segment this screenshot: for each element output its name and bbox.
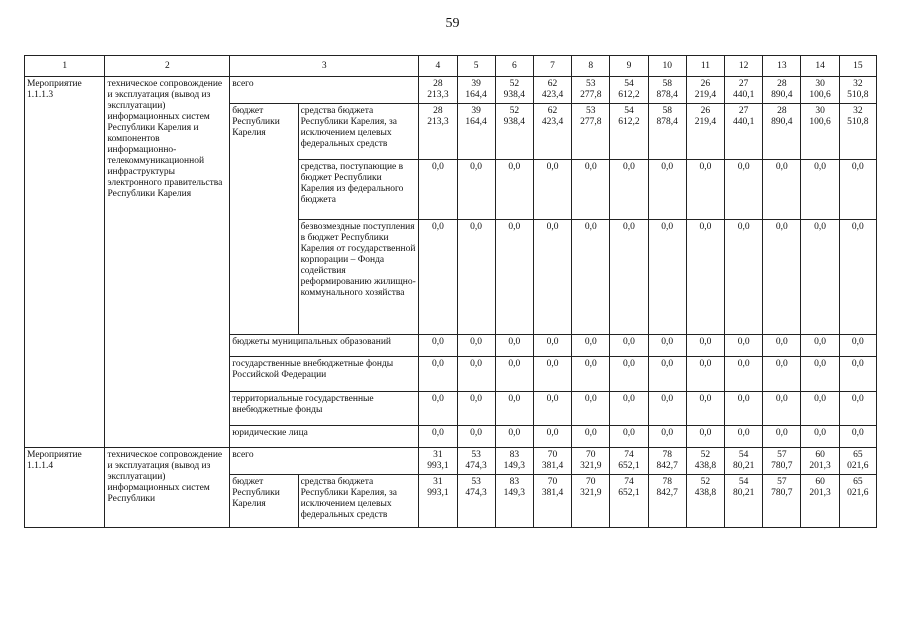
value-cell: 0,0 <box>533 220 571 335</box>
value-cell: 0,0 <box>610 220 648 335</box>
value-cell: 52 438,8 <box>686 448 724 475</box>
value-cell: 28 213,3 <box>419 104 457 160</box>
funding-table <box>24 55 877 528</box>
value-cell: 60 201,3 <box>801 448 839 475</box>
value-cell: 0,0 <box>572 220 610 335</box>
value-cell: 0,0 <box>495 220 533 335</box>
value-cell: 74 652,1 <box>610 448 648 475</box>
value-cell: 0,0 <box>533 392 571 426</box>
header-row <box>25 56 877 77</box>
value-cell: 0,0 <box>763 392 801 426</box>
source-cell: государственные внебюджетные фонды Российской Федерации <box>230 357 419 392</box>
value-cell: 0,0 <box>725 335 763 357</box>
value-cell: 52 438,8 <box>686 475 724 528</box>
value-cell: 27 440,1 <box>725 104 763 160</box>
value-cell: 0,0 <box>763 357 801 392</box>
value-cell: 78 842,7 <box>648 475 686 528</box>
value-cell: 0,0 <box>725 357 763 392</box>
value-cell: 0,0 <box>495 392 533 426</box>
value-cell: 83 149,3 <box>495 475 533 528</box>
source-cell: территориальные государственные внебюджетные фонды <box>230 392 419 426</box>
value-cell: 78 842,7 <box>648 448 686 475</box>
header-cell: 9 <box>610 56 648 77</box>
value-cell: 0,0 <box>725 160 763 220</box>
value-cell: 65 021,6 <box>839 448 876 475</box>
value-cell: 0,0 <box>457 220 495 335</box>
value-cell: 0,0 <box>419 357 457 392</box>
value-cell: 58 878,4 <box>648 77 686 104</box>
value-cell: 32 510,8 <box>839 77 876 104</box>
value-cell: 54 80,21 <box>725 448 763 475</box>
value-cell: 0,0 <box>801 357 839 392</box>
value-cell: 0,0 <box>419 160 457 220</box>
value-cell: 0,0 <box>457 160 495 220</box>
value-cell: 54 612,2 <box>610 104 648 160</box>
value-cell: 0,0 <box>533 426 571 448</box>
header-cell: 7 <box>533 56 571 77</box>
header-cell: 14 <box>801 56 839 77</box>
value-cell: 0,0 <box>648 426 686 448</box>
value-cell: 28 890,4 <box>763 77 801 104</box>
value-cell: 0,0 <box>801 392 839 426</box>
measure-cell: Мероприятие 1.1.1.3 <box>25 77 105 448</box>
header-cell: 1 <box>25 56 105 77</box>
source-cell: всего <box>230 448 419 475</box>
value-cell: 0,0 <box>495 335 533 357</box>
value-cell: 0,0 <box>686 220 724 335</box>
value-cell: 0,0 <box>572 392 610 426</box>
value-cell: 0,0 <box>610 392 648 426</box>
value-cell: 70 321,9 <box>572 475 610 528</box>
value-cell: 0,0 <box>572 357 610 392</box>
value-cell: 26 219,4 <box>686 77 724 104</box>
value-cell: 70 381,4 <box>533 475 571 528</box>
value-cell: 70 381,4 <box>533 448 571 475</box>
subsource-cell: средства, поступающие в бюджет Республики Карелия из федерального бюджета <box>298 160 419 220</box>
value-cell: 0,0 <box>686 392 724 426</box>
value-cell: 0,0 <box>495 357 533 392</box>
value-cell: 0,0 <box>495 426 533 448</box>
header-cell: 15 <box>839 56 876 77</box>
value-cell: 0,0 <box>572 426 610 448</box>
value-cell: 0,0 <box>457 335 495 357</box>
value-cell: 0,0 <box>457 392 495 426</box>
value-cell: 0,0 <box>648 392 686 426</box>
value-cell: 0,0 <box>419 392 457 426</box>
value-cell: 0,0 <box>686 335 724 357</box>
value-cell: 27 440,1 <box>725 77 763 104</box>
value-cell: 54 80,21 <box>725 475 763 528</box>
value-cell: 0,0 <box>839 357 876 392</box>
value-cell: 52 938,4 <box>495 77 533 104</box>
value-cell: 0,0 <box>610 160 648 220</box>
value-cell: 57 780,7 <box>763 475 801 528</box>
value-cell: 28 890,4 <box>763 104 801 160</box>
source-cell: бюджеты муниципальных образований <box>230 335 419 357</box>
value-cell: 0,0 <box>457 357 495 392</box>
value-cell: 53 277,8 <box>572 104 610 160</box>
value-cell: 58 878,4 <box>648 104 686 160</box>
value-cell: 26 219,4 <box>686 104 724 160</box>
value-cell: 53 277,8 <box>572 77 610 104</box>
value-cell: 0,0 <box>419 335 457 357</box>
value-cell: 0,0 <box>839 220 876 335</box>
value-cell: 0,0 <box>686 426 724 448</box>
budget-label-cell: бюджет Республики Карелия <box>230 104 298 335</box>
value-cell: 0,0 <box>457 426 495 448</box>
value-cell: 62 423,4 <box>533 104 571 160</box>
value-cell: 31 993,1 <box>419 448 457 475</box>
value-cell: 0,0 <box>610 357 648 392</box>
subsource-cell: безвозмездные поступления в бюджет Республики Карелия от государственной корпорации – Фонда содействия реформированию жилищно-коммунального хозяйства <box>298 220 419 335</box>
value-cell: 0,0 <box>572 335 610 357</box>
value-cell: 0,0 <box>572 160 610 220</box>
value-cell: 39 164,4 <box>457 104 495 160</box>
value-cell: 0,0 <box>763 335 801 357</box>
header-cell: 6 <box>495 56 533 77</box>
description-cell: техническое сопровождение и эксплуатация (вывод из эксплуатации) информационных систем Республики <box>105 448 230 528</box>
value-cell: 0,0 <box>533 335 571 357</box>
measure-cell: Мероприятие 1.1.1.4 <box>25 448 105 528</box>
value-cell: 30 100,6 <box>801 104 839 160</box>
header-cell: 3 <box>230 56 419 77</box>
value-cell: 0,0 <box>610 335 648 357</box>
header-cell: 13 <box>763 56 801 77</box>
value-cell: 0,0 <box>648 357 686 392</box>
value-cell: 53 474,3 <box>457 448 495 475</box>
value-cell: 31 993,1 <box>419 475 457 528</box>
value-cell: 0,0 <box>610 426 648 448</box>
value-cell: 0,0 <box>763 220 801 335</box>
value-cell: 0,0 <box>801 220 839 335</box>
value-cell: 28 213,3 <box>419 77 457 104</box>
value-cell: 0,0 <box>533 160 571 220</box>
value-cell: 52 938,4 <box>495 104 533 160</box>
description-cell: техническое сопровождение и эксплуатация (вывод из эксплуатации) информационных систем Республики Карелия и компонентов информационно-телекоммуникационной инфраструктуры электронного правительства Республики Карелия <box>105 77 230 448</box>
header-cell: 8 <box>572 56 610 77</box>
value-cell: 0,0 <box>763 426 801 448</box>
value-cell: 0,0 <box>725 220 763 335</box>
value-cell: 0,0 <box>801 426 839 448</box>
value-cell: 0,0 <box>419 220 457 335</box>
value-cell: 0,0 <box>495 160 533 220</box>
value-cell: 0,0 <box>839 392 876 426</box>
value-cell: 62 423,4 <box>533 77 571 104</box>
header-cell: 10 <box>648 56 686 77</box>
value-cell: 54 612,2 <box>610 77 648 104</box>
value-cell: 0,0 <box>725 426 763 448</box>
value-cell: 70 321,9 <box>572 448 610 475</box>
value-cell: 0,0 <box>648 160 686 220</box>
subsource-cell: средства бюджета Республики Карелия, за исключением целевых федеральных средств <box>298 475 419 528</box>
value-cell: 0,0 <box>686 160 724 220</box>
header-cell: 4 <box>419 56 457 77</box>
subsource-cell: средства бюджета Республики Карелия, за исключением целевых федеральных средств <box>298 104 419 160</box>
value-cell: 0,0 <box>648 220 686 335</box>
header-cell: 5 <box>457 56 495 77</box>
value-cell: 0,0 <box>763 160 801 220</box>
value-cell: 74 652,1 <box>610 475 648 528</box>
value-cell: 0,0 <box>801 335 839 357</box>
budget-label-cell: бюджет Республики Карелия <box>230 475 298 528</box>
value-cell: 0,0 <box>686 357 724 392</box>
value-cell: 0,0 <box>839 426 876 448</box>
value-cell: 0,0 <box>533 357 571 392</box>
value-cell: 0,0 <box>801 160 839 220</box>
value-cell: 57 780,7 <box>763 448 801 475</box>
value-cell: 0,0 <box>648 335 686 357</box>
value-cell: 32 510,8 <box>839 104 876 160</box>
source-cell: всего <box>230 77 419 104</box>
value-cell: 83 149,3 <box>495 448 533 475</box>
value-cell: 0,0 <box>419 426 457 448</box>
table-row <box>25 77 877 104</box>
source-cell: юридические лица <box>230 426 419 448</box>
value-cell: 0,0 <box>725 392 763 426</box>
value-cell: 30 100,6 <box>801 77 839 104</box>
table-row <box>25 448 877 475</box>
header-cell: 11 <box>686 56 724 77</box>
value-cell: 53 474,3 <box>457 475 495 528</box>
value-cell: 0,0 <box>839 335 876 357</box>
value-cell: 39 164,4 <box>457 77 495 104</box>
value-cell: 0,0 <box>839 160 876 220</box>
value-cell: 65 021,6 <box>839 475 876 528</box>
header-cell: 2 <box>105 56 230 77</box>
header-cell: 12 <box>725 56 763 77</box>
value-cell: 60 201,3 <box>801 475 839 528</box>
page-number: 59 <box>445 16 460 31</box>
